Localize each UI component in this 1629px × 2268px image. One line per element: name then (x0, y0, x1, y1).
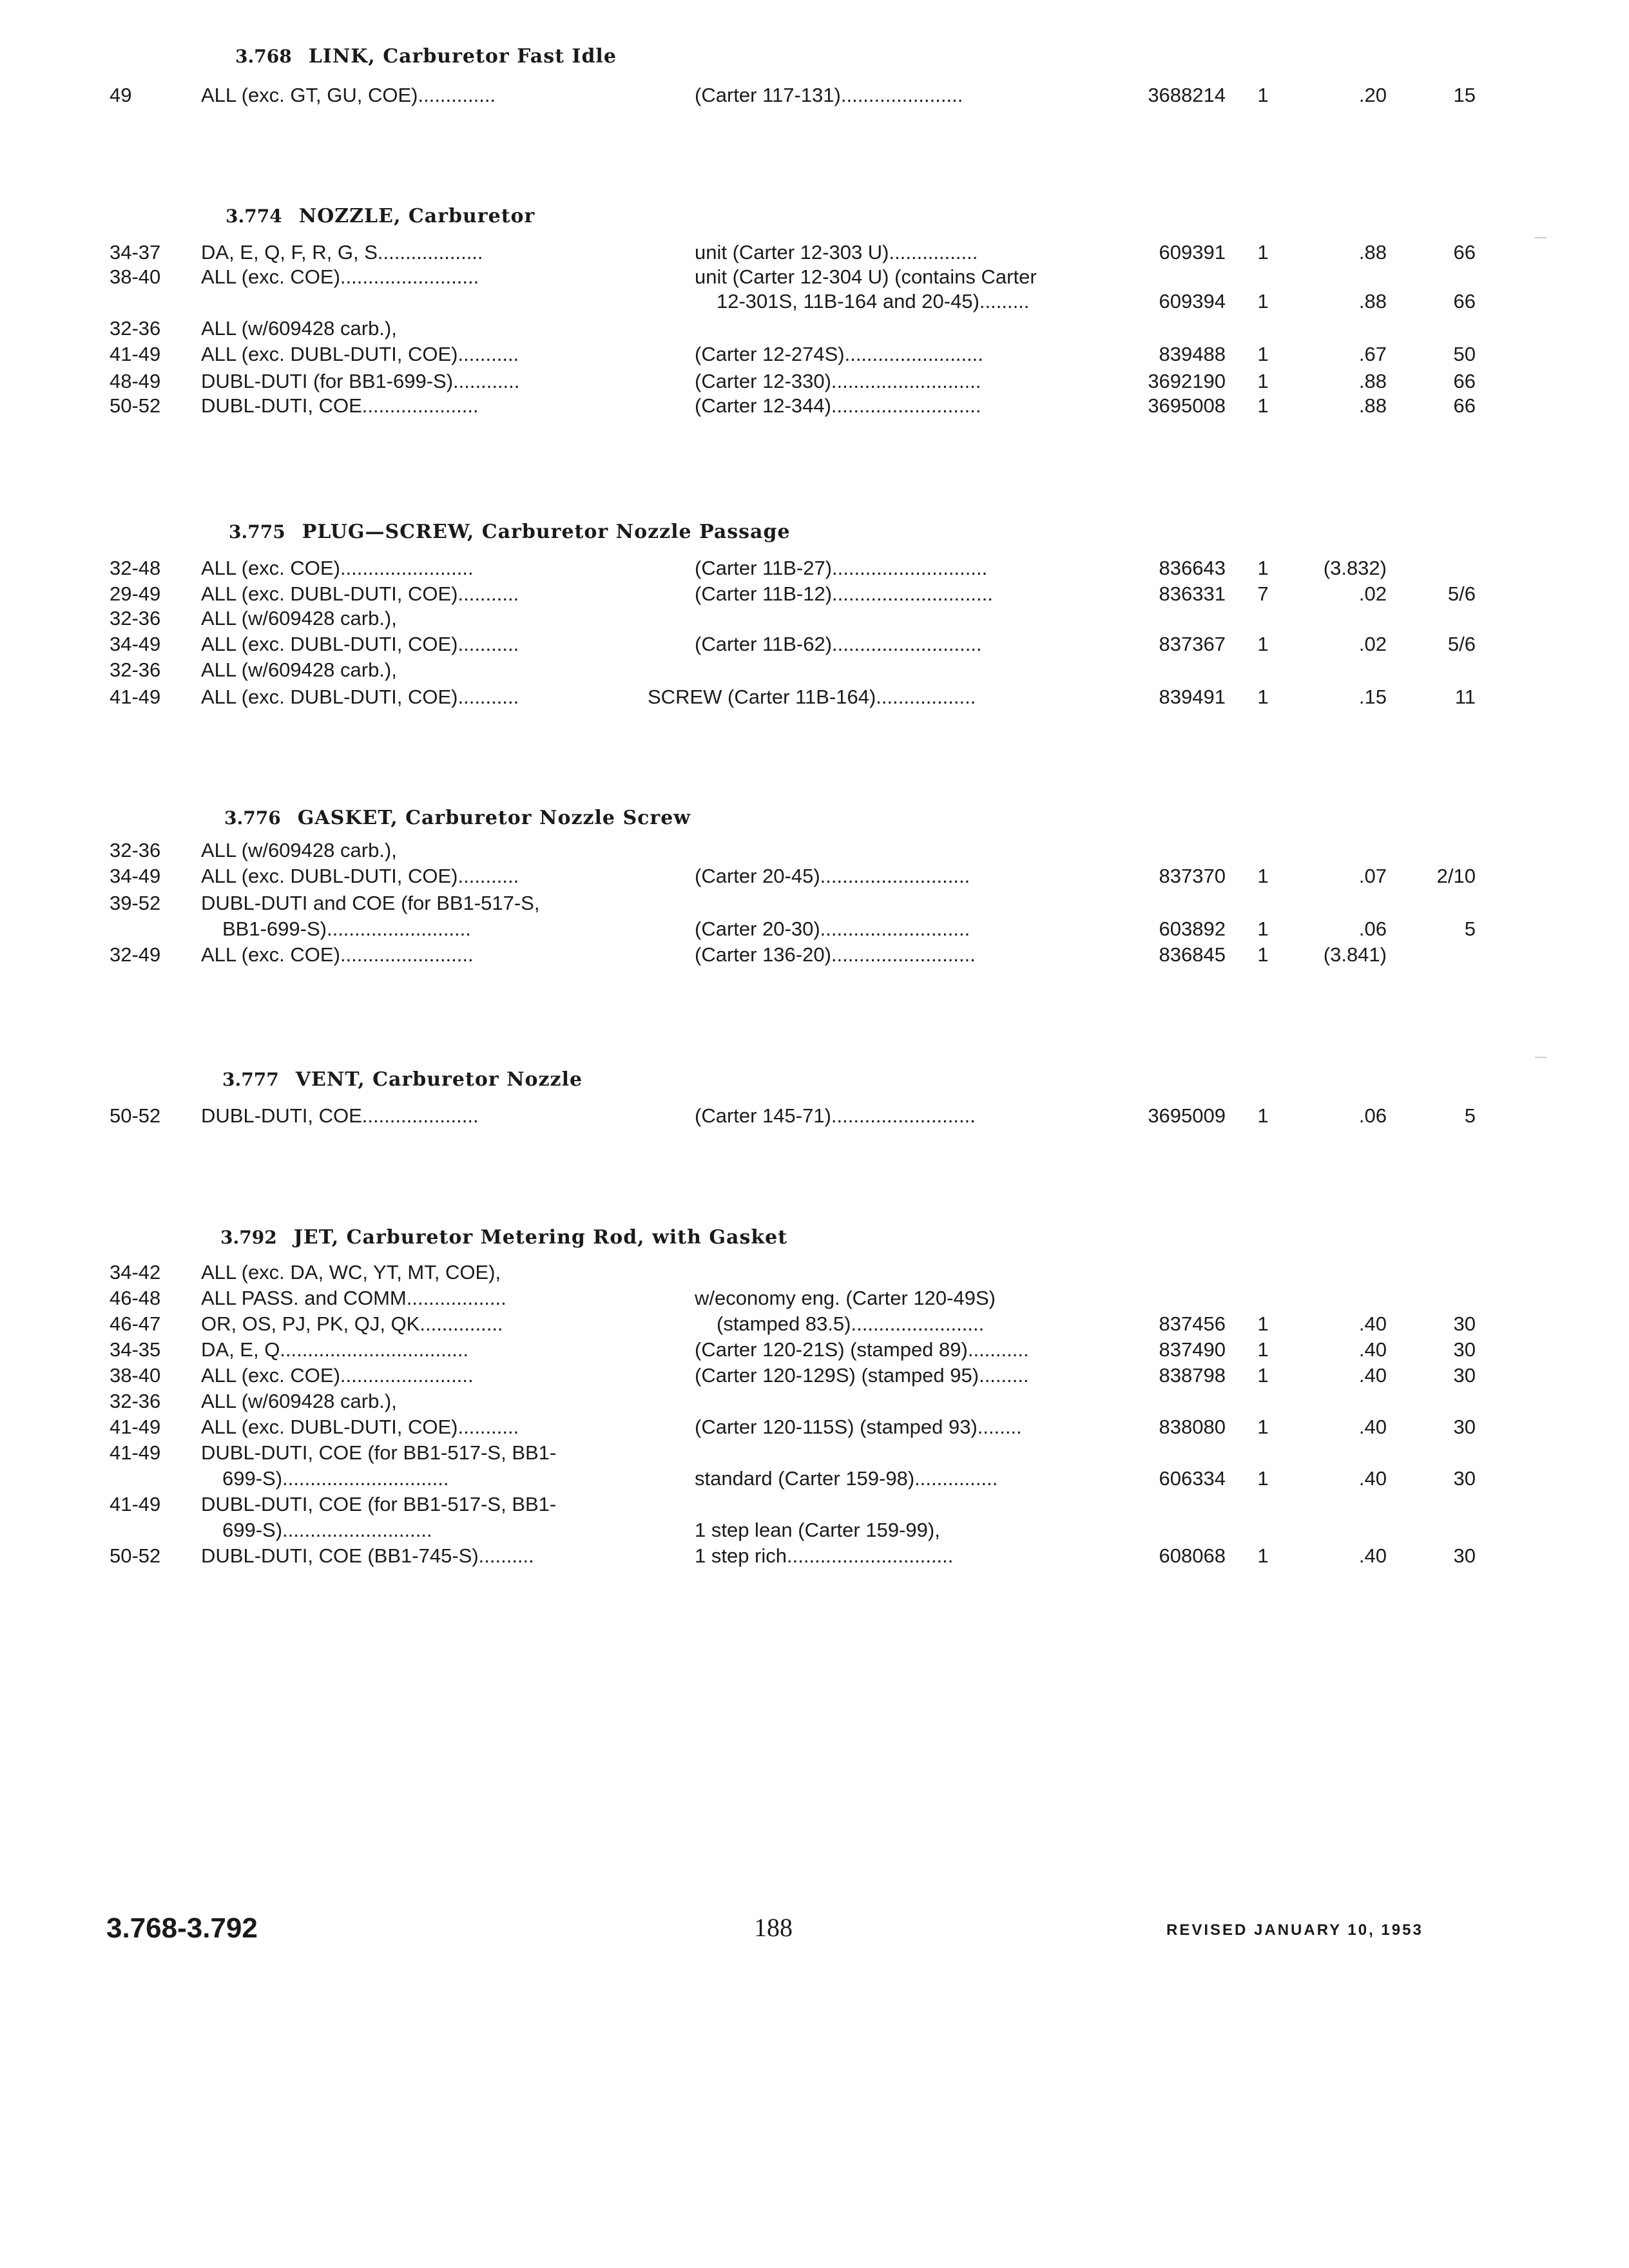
part-number: 3695009 (1148, 1104, 1226, 1127)
parts-row (0, 316, 1629, 344)
model-application: ALL (exc. COE)........................ (201, 1364, 474, 1387)
quantity: 1 (1257, 865, 1269, 887)
part-description: unit (Carter 12-304 U) (contains Carter (695, 265, 1037, 288)
package-quantity: 66 (1453, 241, 1476, 264)
parts-row (0, 942, 1629, 970)
quantity: 1 (1257, 290, 1269, 312)
part-description: SCREW (Carter 11B-164).................. (648, 686, 976, 708)
model-application: 699-S)........................... (222, 1519, 432, 1541)
part-number: 837370 (1159, 865, 1226, 887)
model-year: 41-49 (110, 343, 161, 365)
list-price: .67 (1358, 343, 1387, 365)
parts-row (0, 863, 1629, 892)
model-year: 46-48 (110, 1287, 161, 1309)
quantity: 1 (1257, 241, 1269, 264)
quantity: 1 (1257, 557, 1269, 579)
package-quantity: 11 (1454, 686, 1476, 708)
list-price: .02 (1358, 582, 1387, 605)
part-number: 838798 (1159, 1364, 1226, 1387)
part-number: 836845 (1159, 943, 1226, 966)
model-year: 39-52 (110, 892, 161, 914)
part-number: 839491 (1159, 686, 1226, 708)
parts-row (0, 838, 1629, 866)
quantity: 1 (1257, 370, 1269, 392)
section-heading (229, 521, 791, 543)
part-description: (Carter 120-21S) (stamped 89)........... (695, 1338, 1029, 1361)
model-year: 38-40 (110, 265, 161, 288)
model-year: 32-36 (110, 1390, 161, 1412)
part-description: 12-301S, 11B-164 and 20-45)......... (717, 290, 1030, 312)
parts-row (0, 1466, 1629, 1494)
model-year: 50-52 (110, 394, 161, 417)
package-quantity: 5/6 (1447, 633, 1476, 655)
scan-artifact (1535, 237, 1547, 238)
list-price: .20 (1358, 84, 1387, 106)
quantity: 1 (1257, 394, 1269, 417)
part-description: w/economy eng. (Carter 120-49S) (695, 1287, 996, 1309)
quantity: 7 (1257, 582, 1269, 605)
section-number: 3.774 (226, 206, 282, 227)
quantity: 1 (1257, 633, 1269, 655)
part-number: 609394 (1159, 290, 1226, 312)
package-quantity: 5/6 (1447, 582, 1476, 605)
quantity: 1 (1257, 1312, 1269, 1335)
model-application: ALL (exc. DUBL-DUTI, COE)........... (201, 686, 519, 708)
part-number: 3692190 (1148, 370, 1226, 392)
model-application: BB1-699-S).......................... (222, 918, 471, 940)
part-description: (Carter 11B-27)............................ (695, 557, 988, 579)
parts-row (0, 393, 1629, 421)
model-year: 29-49 (110, 582, 161, 605)
part-number: 837456 (1159, 1312, 1226, 1335)
quantity: 1 (1257, 943, 1269, 966)
parts-row (0, 1311, 1629, 1340)
part-number: 837490 (1159, 1338, 1226, 1361)
part-number: 609391 (1159, 241, 1226, 264)
quantity: 1 (1257, 1104, 1269, 1127)
quantity: 1 (1257, 1338, 1269, 1361)
quantity: 1 (1257, 686, 1269, 708)
part-number: 608068 (1159, 1544, 1226, 1567)
part-number: 603892 (1159, 918, 1226, 940)
model-application: OR, OS, PJ, PK, QJ, QK............... (201, 1312, 503, 1335)
part-description: (Carter 20-45)........................... (695, 865, 970, 887)
model-application: DUBL-DUTI (for BB1-699-S)............ (201, 370, 520, 392)
section-heading (220, 1226, 787, 1249)
parts-row (0, 890, 1629, 919)
model-year: 32-49 (110, 943, 161, 966)
model-application: DUBL-DUTI, COE (for BB1-517-S, BB1- (201, 1493, 557, 1515)
package-quantity: 30 (1453, 1416, 1476, 1438)
package-quantity: 50 (1453, 343, 1476, 365)
part-description: (Carter 136-20).......................... (695, 943, 976, 966)
model-year: 50-52 (110, 1104, 161, 1127)
parts-row (0, 1517, 1629, 1546)
model-year: 32-36 (110, 839, 161, 861)
parts-row (0, 606, 1629, 634)
quantity: 1 (1257, 1544, 1269, 1567)
part-number: 838080 (1159, 1416, 1226, 1438)
package-quantity: 30 (1453, 1338, 1476, 1361)
part-number: 837367 (1159, 633, 1226, 655)
model-application: ALL (exc. GT, GU, COE).............. (201, 84, 496, 106)
model-year: 34-49 (110, 633, 161, 655)
quantity: 1 (1257, 1467, 1269, 1490)
package-quantity: 15 (1453, 84, 1476, 106)
package-quantity: 30 (1453, 1544, 1476, 1567)
parts-row (0, 1103, 1629, 1131)
quantity: 1 (1257, 343, 1269, 365)
model-year: 32-36 (110, 317, 161, 340)
model-application: ALL (exc. DUBL-DUTI, COE)........... (201, 343, 519, 365)
package-quantity: 30 (1453, 1467, 1476, 1490)
package-quantity: 30 (1453, 1312, 1476, 1335)
list-price: .88 (1358, 394, 1387, 417)
parts-row (0, 916, 1629, 945)
part-description: (Carter 120-115S) (stamped 93)........ (695, 1416, 1022, 1438)
model-application: ALL (w/609428 carb.), (201, 317, 397, 340)
model-application: DUBL-DUTI, COE..................... (201, 1104, 479, 1127)
part-description: (Carter 120-129S) (stamped 95)......... (695, 1364, 1029, 1387)
package-quantity: 2/10 (1436, 865, 1476, 887)
quantity: 1 (1257, 84, 1269, 106)
model-year: 34-49 (110, 865, 161, 887)
section-number: 3.777 (222, 1069, 279, 1090)
parts-row (0, 82, 1629, 111)
model-year: 41-49 (110, 1493, 161, 1515)
model-application: DUBL-DUTI, COE (for BB1-517-S, BB1- (201, 1441, 557, 1464)
part-description: (Carter 117-131)...................... (695, 84, 963, 106)
list-price: .88 (1358, 290, 1387, 312)
section-number: 3.776 (224, 807, 281, 829)
list-price: .40 (1358, 1544, 1387, 1567)
part-description: (stamped 83.5)........................ (717, 1312, 985, 1335)
part-number: 836643 (1159, 557, 1226, 579)
list-price: .02 (1358, 633, 1387, 655)
parts-row (0, 1337, 1629, 1365)
scan-artifact (1535, 1057, 1547, 1058)
model-application: DA, E, Q, F, R, G, S................... (201, 241, 483, 264)
model-year: 41-49 (110, 1416, 161, 1438)
package-quantity: 5 (1464, 1104, 1476, 1127)
section-number: 3.792 (220, 1227, 277, 1248)
section-heading (222, 1068, 583, 1091)
model-year: 38-40 (110, 1364, 161, 1387)
list-price: .40 (1358, 1416, 1387, 1438)
model-year: 48-49 (110, 370, 161, 392)
section-name: VENT, Carburetor Nozzle (295, 1068, 583, 1091)
parts-row (0, 289, 1629, 317)
model-application: ALL (exc. DUBL-DUTI, COE)........... (201, 633, 519, 655)
parts-row (0, 1363, 1629, 1391)
list-price: .40 (1358, 1467, 1387, 1490)
model-year: 34-35 (110, 1338, 161, 1361)
quantity: 1 (1257, 1416, 1269, 1438)
parts-row (0, 1260, 1629, 1288)
part-number: 3695008 (1148, 394, 1226, 417)
parts-row (0, 1285, 1629, 1314)
parts-row (0, 684, 1629, 713)
list-price: .15 (1358, 686, 1387, 708)
model-year: 41-49 (110, 686, 161, 708)
model-application: DUBL-DUTI, COE (BB1-745-S).......... (201, 1544, 534, 1567)
part-number: 839488 (1159, 343, 1226, 365)
model-application: ALL PASS. and COMM.................. (201, 1287, 506, 1309)
parts-row (0, 1414, 1629, 1443)
parts-row (0, 1492, 1629, 1520)
section-name: PLUG—SCREW, Carburetor Nozzle Passage (302, 521, 791, 543)
parts-row (0, 1543, 1629, 1571)
list-price: .07 (1358, 865, 1387, 887)
model-year: 32-48 (110, 557, 161, 579)
model-year: 34-42 (110, 1261, 161, 1283)
part-description: (Carter 12-344)........................... (695, 394, 981, 417)
model-application: ALL (w/609428 carb.), (201, 658, 397, 681)
model-application: ALL (exc. DUBL-DUTI, COE)........... (201, 1416, 519, 1438)
model-application: ALL (exc. DA, WC, YT, MT, COE), (201, 1261, 501, 1283)
model-year: 41-49 (110, 1441, 161, 1464)
parts-row (0, 1440, 1629, 1468)
parts-row (0, 657, 1629, 686)
list-price: .88 (1358, 241, 1387, 264)
part-number: 606334 (1159, 1467, 1226, 1490)
section-heading (226, 205, 535, 227)
model-year: 50-52 (110, 1544, 161, 1567)
model-application: ALL (w/609428 carb.), (201, 607, 397, 629)
part-description: unit (Carter 12-303 U)................ (695, 241, 978, 264)
part-description: (Carter 11B-62)........................... (695, 633, 982, 655)
model-application: ALL (exc. COE)........................ (201, 943, 474, 966)
list-price: .40 (1358, 1338, 1387, 1361)
section-name: NOZZLE, Carburetor (298, 205, 535, 227)
section-heading (235, 45, 617, 68)
part-description: 1 step rich.............................. (695, 1544, 954, 1567)
package-quantity: 30 (1453, 1364, 1476, 1387)
section-name: LINK, Carburetor Fast Idle (308, 45, 617, 68)
part-description: 1 step lean (Carter 159-99), (695, 1519, 940, 1541)
package-quantity: 5 (1464, 918, 1476, 940)
section-number: 3.768 (235, 46, 292, 67)
model-application: DUBL-DUTI and COE (for BB1-517-S, (201, 892, 540, 914)
section-name: JET, Carburetor Metering Rod, with Gasket (293, 1226, 788, 1249)
part-description: standard (Carter 159-98)............... (695, 1467, 998, 1490)
model-year: 32-36 (110, 607, 161, 629)
section-name: GASKET, Carburetor Nozzle Screw (297, 807, 691, 829)
footer-revised-date: REVISED JANUARY 10, 1953 (1166, 1921, 1423, 1939)
parts-row (0, 555, 1629, 584)
model-application: DUBL-DUTI, COE..................... (201, 394, 479, 417)
model-application: ALL (exc. DUBL-DUTI, COE)........... (201, 582, 519, 605)
part-number: 3688214 (1148, 84, 1226, 106)
model-application: ALL (exc. COE)........................ (201, 557, 474, 579)
model-application: ALL (w/609428 carb.), (201, 839, 397, 861)
part-description: (Carter 20-30)........................... (695, 918, 970, 940)
list-price: (3.832) (1323, 557, 1387, 579)
package-quantity: 66 (1453, 370, 1476, 392)
part-description: (Carter 145-71).......................... (695, 1104, 976, 1127)
model-application: DA, E, Q.................................. (201, 1338, 469, 1361)
list-price: .40 (1358, 1364, 1387, 1387)
list-price: .88 (1358, 370, 1387, 392)
quantity: 1 (1257, 918, 1269, 940)
model-application: ALL (exc. DUBL-DUTI, COE)........... (201, 865, 519, 887)
list-price: .06 (1358, 918, 1387, 940)
part-description: (Carter 11B-12)............................. (695, 582, 993, 605)
model-year: 34-37 (110, 241, 161, 264)
footer-section-range: 3.768-3.792 (106, 1912, 258, 1944)
section-heading (224, 807, 691, 829)
model-year: 32-36 (110, 658, 161, 681)
parts-row (0, 631, 1629, 660)
list-price: .06 (1358, 1104, 1387, 1127)
part-number: 836331 (1159, 582, 1226, 605)
package-quantity: 66 (1453, 394, 1476, 417)
list-price: .40 (1358, 1312, 1387, 1335)
model-year: 49 (110, 84, 132, 106)
package-quantity: 66 (1453, 290, 1476, 312)
parts-row (0, 341, 1629, 370)
model-year: 46-47 (110, 1312, 161, 1335)
part-description: (Carter 12-274S)......................... (695, 343, 983, 365)
section-number: 3.775 (229, 521, 285, 543)
parts-row (0, 1389, 1629, 1417)
model-application: 699-S).............................. (222, 1467, 449, 1490)
footer-page-number: 188 (754, 1913, 793, 1942)
model-application: ALL (w/609428 carb.), (201, 1390, 397, 1412)
quantity: 1 (1257, 1364, 1269, 1387)
model-application: ALL (exc. COE)......................... (201, 265, 479, 288)
part-description: (Carter 12-330)........................... (695, 370, 981, 392)
list-price: (3.841) (1323, 943, 1387, 966)
